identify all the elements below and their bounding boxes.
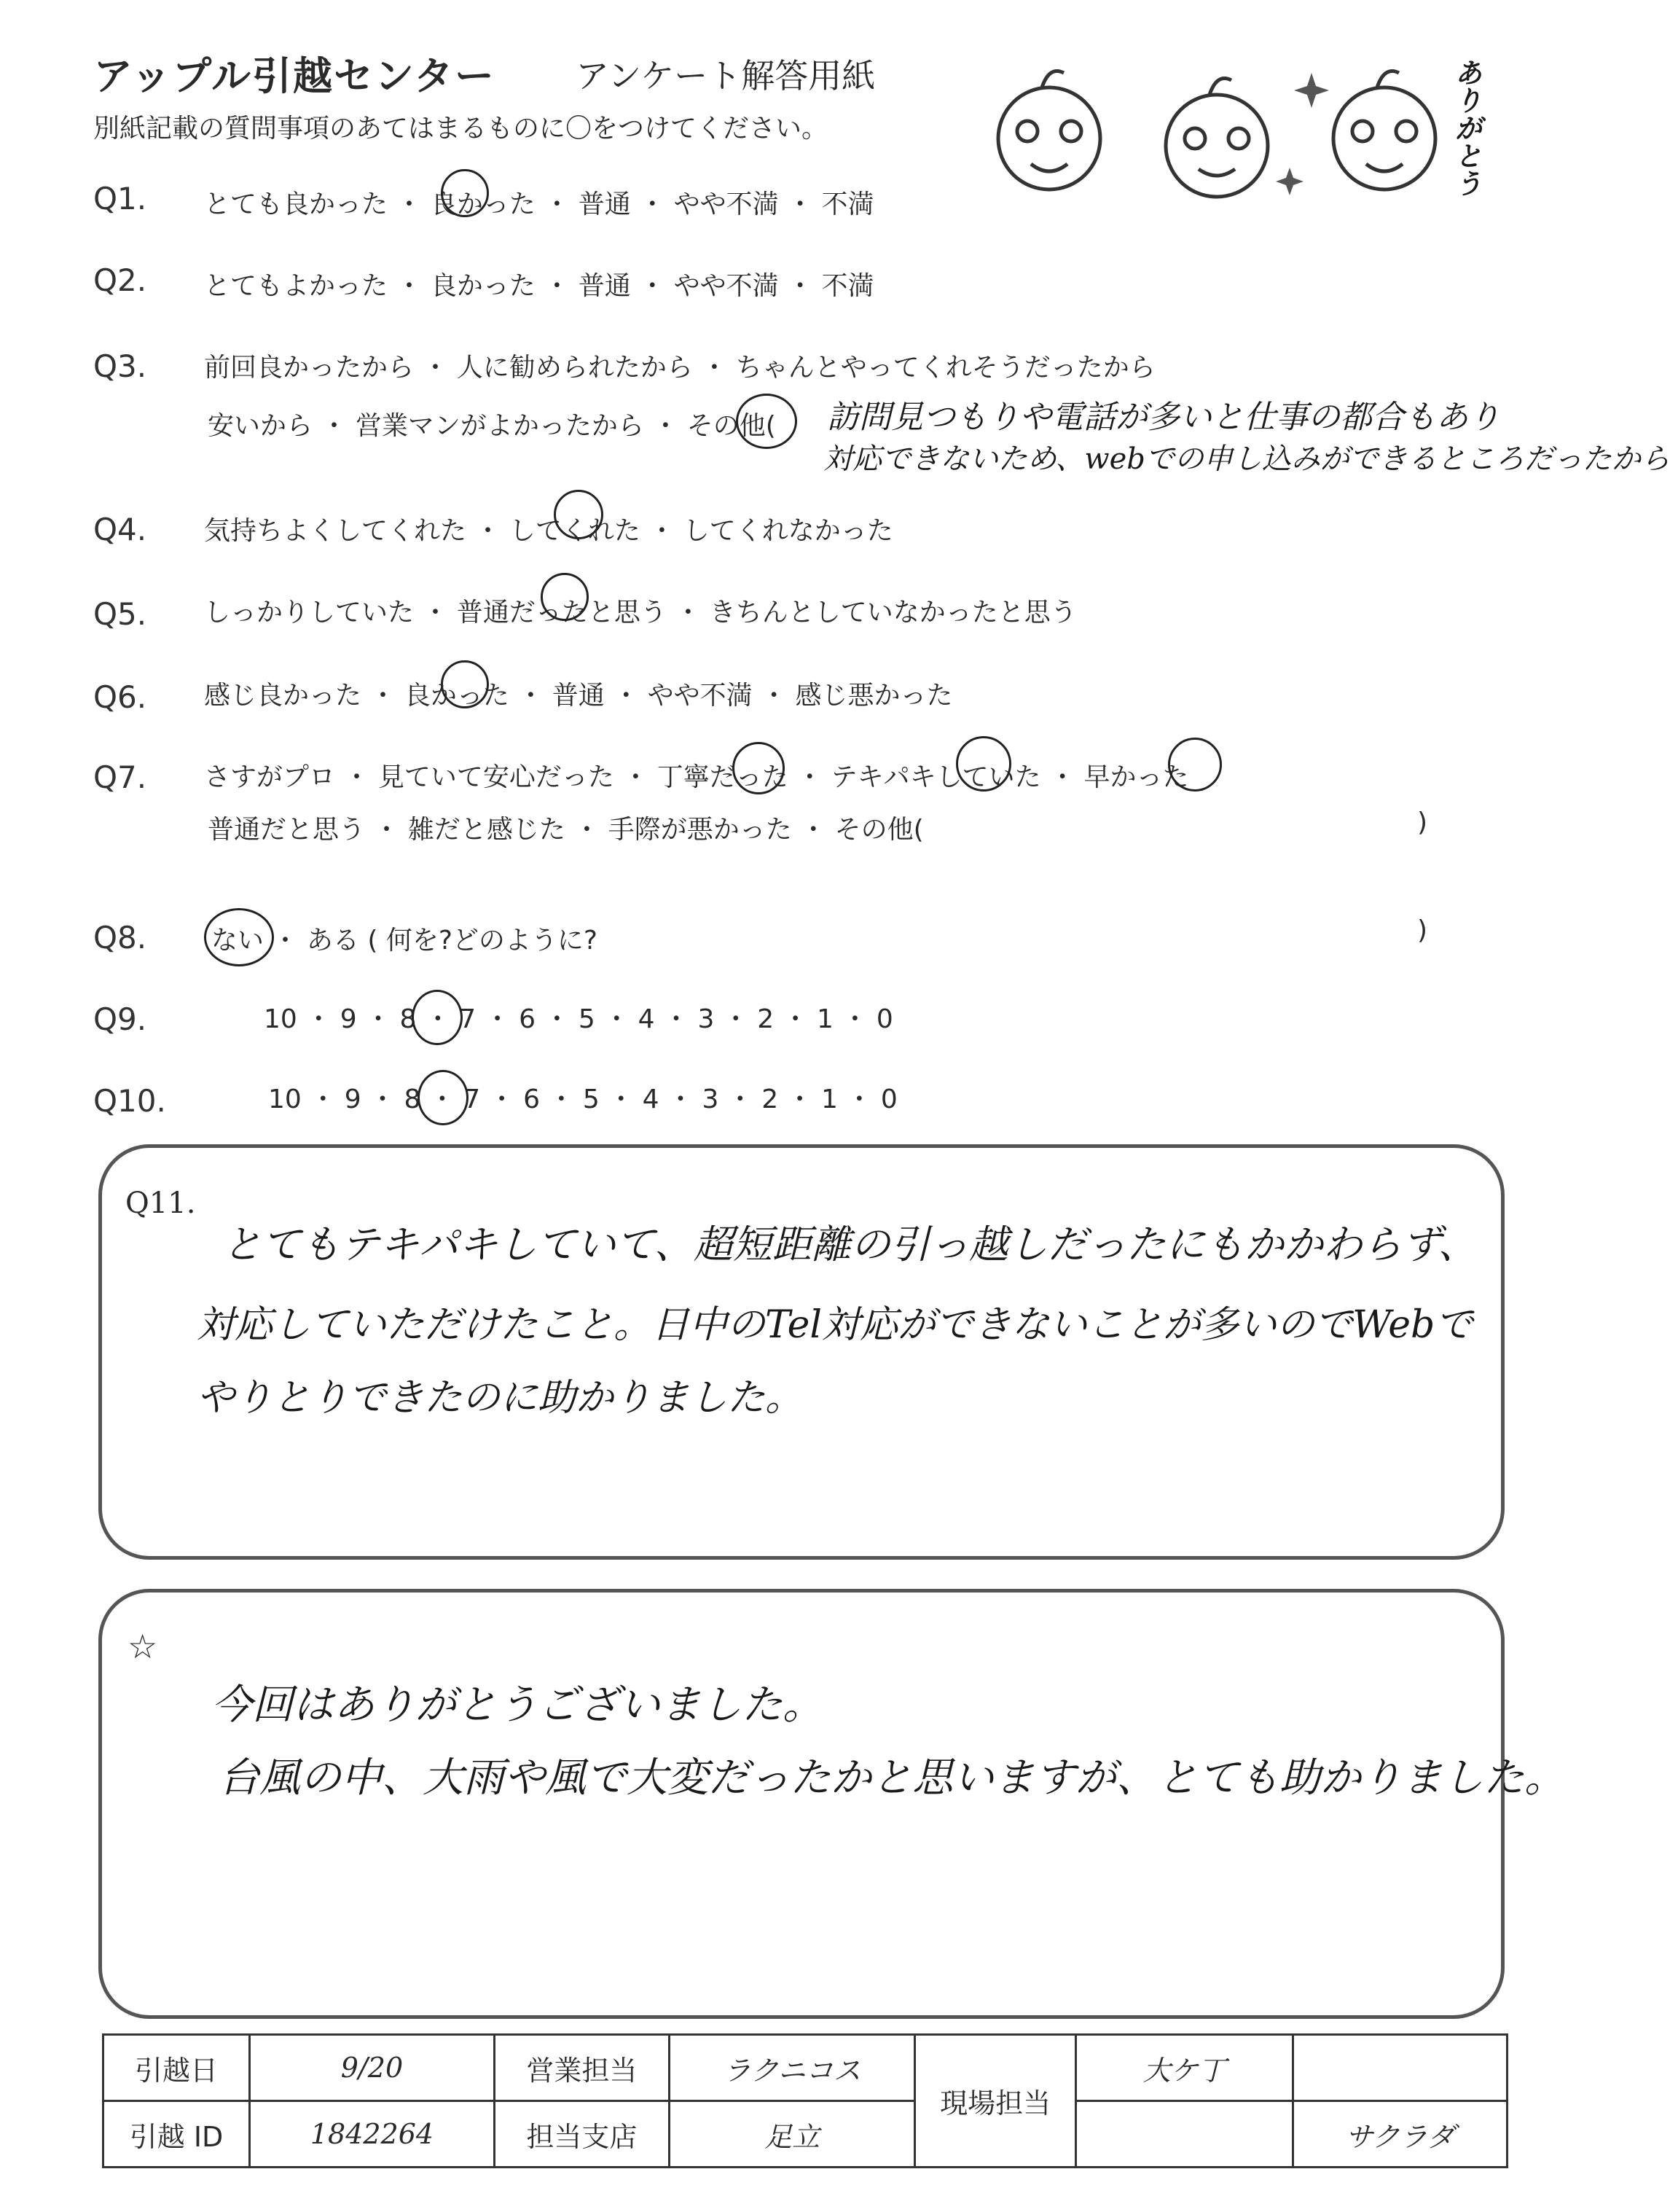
mascot-monkey-2 <box>1166 95 1268 197</box>
move-info-table <box>102 2033 1508 2168</box>
q10-label: Q10. <box>93 1083 166 1119</box>
q1-label: Q1. <box>93 181 147 216</box>
sales-rep-value: ラクニコス <box>669 2035 915 2101</box>
q4-options: 気持ちよくしてくれた ・ してくれた ・ してくれなかった <box>204 516 893 546</box>
q7-selection-circle <box>732 742 785 794</box>
q5-options: しっかりしていた ・ 普通だったと思う ・ きちんとしていなかったと思う <box>204 598 1077 628</box>
q11-comment-box <box>98 1144 1505 1560</box>
sparkle-icon <box>1276 168 1304 195</box>
q11-line-2: 対応していただけたこと。日中のTel対応ができないことが多いのでWebで <box>197 1303 1473 1347</box>
instructions: 別紙記載の質問事項のあてはまるものに〇をつけてください。 <box>93 114 828 144</box>
q4-selection-circle <box>554 490 603 539</box>
q3-handwritten-line1: 訪問見つもりや電話が多いと仕事の都合もあり <box>827 399 1500 436</box>
q2-label: Q2. <box>93 262 147 298</box>
q8-label: Q8. <box>93 920 147 955</box>
q7-options-line1: さすがプロ ・ 見ていて安心だった ・ 丁寧だった ・ テキパキしていた ・ 早かった <box>204 762 1189 792</box>
q3-selection-circle <box>736 394 797 449</box>
q3-label: Q3. <box>93 348 147 384</box>
q8-options: ない ・ ある ( 何を?どのように? <box>211 926 598 955</box>
q1-selection-circle <box>441 169 489 217</box>
site-rep-label: 現場担当 <box>915 2035 1075 2168</box>
move-id-label: 引越 ID <box>103 2101 250 2168</box>
move-date-value: 9/20 <box>250 2035 495 2101</box>
q3-options-line1: 前回良かったから ・ 人に勧められたから ・ ちゃんとやってくれそうだったから <box>204 353 1156 383</box>
sales-rep-label: 営業担当 <box>494 2035 669 2101</box>
q7-options-line2: 普通だと思う ・ 雑だと感じた ・ 手際が悪かった ・ その他( <box>208 815 924 845</box>
star-icon: ☆ <box>128 1627 158 1666</box>
q6-selection-circle <box>441 660 489 708</box>
free-comment-box <box>98 1589 1505 2019</box>
branch-label: 担当支店 <box>494 2101 669 2168</box>
q9-options: 10 ・ 9 ・ 8 ・ 7 ・ 6 ・ 5 ・ 4 ・ 3 ・ 2 ・ 1 ・ 0 <box>264 1004 893 1034</box>
move-date-label: 引越日 <box>103 2035 250 2101</box>
mascot-caption: ありがとう <box>1450 58 1483 197</box>
q3-handwritten-line2: 対応できないため、webでの申し込みができるところだったから <box>823 442 1670 476</box>
q11-line-3: やりとりできたのに助かりました。 <box>197 1376 804 1420</box>
q7-selection-circle <box>956 736 1011 792</box>
q10-options: 10 ・ 9 ・ 8 ・ 7 ・ 6 ・ 5 ・ 4 ・ 3 ・ 2 ・ 1 ・ 0 <box>268 1084 898 1114</box>
site-rep-value-1: 大ケ丁 <box>1075 2035 1293 2101</box>
q8-selection-circle <box>204 908 274 966</box>
sparkle-icon <box>1294 73 1329 108</box>
form-subtitle: アンケート解答用紙 <box>576 56 876 95</box>
q11-label: Q11. <box>125 1187 196 1220</box>
star-box-line-1: 今回はありがとうございました。 <box>211 1681 823 1729</box>
q6-label: Q6. <box>93 679 147 715</box>
mascot-monkey-3 <box>1333 87 1435 189</box>
form-title: アップル引越センター <box>93 53 495 99</box>
branch-value: 足立 <box>669 2101 915 2168</box>
site-rep-value-2: サクラダ <box>1293 2101 1508 2168</box>
site-rep-empty-cell <box>1293 2035 1508 2101</box>
q5-selection-circle <box>541 573 589 621</box>
move-id-value: 1842264 <box>250 2101 495 2168</box>
site-rep-empty-cell <box>1075 2101 1293 2168</box>
q10-selection-circle <box>418 1070 469 1125</box>
q5-label: Q5. <box>93 596 147 632</box>
q9-selection-circle <box>412 990 463 1045</box>
q4-label: Q4. <box>93 512 147 547</box>
star-box-line-2: 台風の中、大雨や風で大変だったかと思いますが、とても助かりました。 <box>219 1754 1565 1802</box>
q9-label: Q9. <box>93 1001 147 1037</box>
mascot-monkey-1 <box>998 87 1100 189</box>
q7-close-paren: ) <box>1417 808 1428 837</box>
q8-close-paren: ) <box>1417 915 1428 945</box>
q2-options: とてもよかった ・ 良かった ・ 普通 ・ やや不満 ・ 不満 <box>204 271 874 301</box>
q7-selection-circle <box>1168 738 1222 792</box>
q3-options-line2: 安いから ・ 営業マンがよかったから ・ その他( <box>208 411 776 441</box>
q11-line-1: とてもテキパキしていて、超短距離の引っ越しだったにもかかわらず、 <box>222 1222 1478 1267</box>
q6-options: 感じ良かった ・ 良かった ・ 普通 ・ やや不満 ・ 感じ悪かった <box>204 681 953 711</box>
q7-label: Q7. <box>93 759 147 795</box>
q1-options: とても良かった ・ 良かった ・ 普通 ・ やや不満 ・ 不満 <box>204 189 874 219</box>
